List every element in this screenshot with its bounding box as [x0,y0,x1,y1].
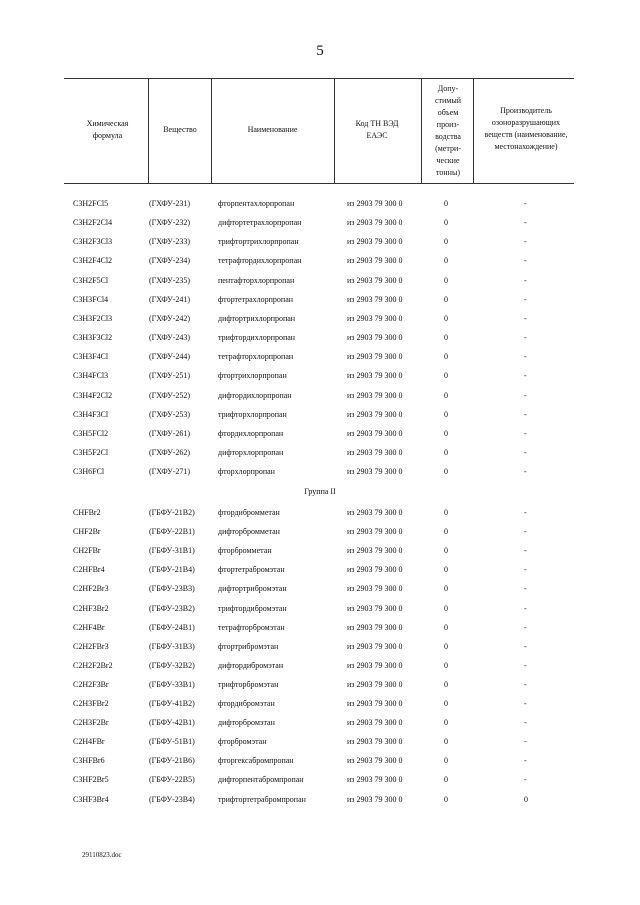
cell-substance: (ГБФУ-51В1) [149,737,195,747]
cell-volume: 0 [444,584,448,594]
cell-substance: (ГХФУ-253) [149,409,191,419]
cell-producer: - [524,565,527,575]
cell-substance: (ГБФУ-21В4) [149,565,195,575]
cell-volume: 0 [444,447,448,457]
cell-producer: - [524,527,527,537]
cell-code: из 2903 79 300 0 [347,527,403,537]
cell-volume: 0 [444,218,448,228]
cell-volume: 0 [444,622,448,632]
cell-producer: - [524,603,527,613]
cell-substance: (ГБФУ-31В3) [149,641,195,651]
cell-formula: C2HF4Br [73,622,105,632]
cell-volume: 0 [444,199,448,208]
cell-producer: - [524,218,527,228]
cell-code: из 2903 79 300 0 [347,641,403,651]
cell-substance: (ГХФУ-232) [149,218,191,228]
cell-formula: C3H4FCl3 [73,371,109,381]
cell-code: из 2903 79 300 0 [347,660,403,670]
cell-formula: C2H3F2Br [73,718,109,728]
cell-formula: C2H2F2Br2 [73,660,113,670]
cell-substance: (ГБФУ-42В1) [149,718,195,728]
cell-volume: 0 [444,371,448,381]
cell-producer: - [524,508,527,517]
cell-producer: - [524,390,527,400]
cell-substance: (ГБФУ-23В3) [149,584,195,594]
cell-formula: C3H2F4Cl2 [73,256,113,266]
cell-code: из 2903 79 300 0 [347,294,403,304]
cell-producer: - [524,256,527,266]
cell-code: из 2903 79 300 0 [347,237,403,247]
cell-code: из 2903 79 300 0 [347,775,403,785]
cell-producer: - [524,622,527,632]
cell-code: из 2903 79 300 0 [347,584,403,594]
cell-substance: (ГБФУ-21В2) [149,508,195,517]
header-bottom-border [64,183,574,184]
cell-volume: 0 [444,603,448,613]
cell-volume: 0 [444,565,448,575]
table-row [0,696,640,714]
cell-name: фтордибромметан [218,508,280,517]
cell-volume: 0 [444,718,448,728]
table-row [0,368,640,386]
cell-code: из 2903 79 300 0 [347,699,403,708]
cell-volume: 0 [444,390,448,400]
cell-producer: - [524,371,527,381]
cell-formula: C3H2F5Cl [73,275,109,285]
header-substance: Вещество [163,125,197,134]
cell-formula: C3H5F2Cl [73,447,109,457]
table-row [0,215,640,233]
cell-code: из 2903 79 300 0 [347,256,403,266]
cell-formula: C2H2FBr3 [73,641,109,651]
cell-volume: 0 [444,352,448,362]
header-code: Код ТН ВЭД ЕАЭС [355,119,399,140]
cell-formula: C3H2FCl5 [73,199,109,208]
cell-formula: C2HFBr4 [73,565,105,575]
table-row [0,543,640,561]
cell-code: из 2903 79 300 0 [347,352,403,362]
cell-producer: - [524,660,527,670]
table-row [0,658,640,676]
table-row [0,620,640,638]
cell-name: фтордибромэтан [218,699,275,708]
cell-volume: 0 [444,775,448,785]
table-row [0,273,640,291]
cell-substance: (ГХФУ-252) [149,390,191,400]
cell-volume: 0 [444,313,448,323]
table-row [0,196,640,214]
cell-code: из 2903 79 300 0 [347,603,403,613]
cell-formula: C3HF2Br5 [73,775,109,785]
cell-producer: - [524,679,527,689]
cell-substance: (ГБФУ-24В1) [149,622,195,632]
cell-formula: C3H3F4Cl [73,352,109,362]
cell-name: дифторбромэтан [218,718,275,728]
cell-volume: 0 [444,237,448,247]
cell-name: дифтордихлорпропан [218,390,292,400]
cell-name: фторгексабромпропан [218,756,294,766]
cell-substance: (ГБФУ-41В2) [149,699,195,708]
cell-producer: 0 [524,794,528,804]
cell-producer: - [524,294,527,304]
cell-substance: (ГБФУ-32В2) [149,660,195,670]
cell-substance: (ГХФУ-244) [149,352,191,362]
cell-substance: (ГХФУ-235) [149,275,191,285]
cell-volume: 0 [444,294,448,304]
cell-code: из 2903 79 300 0 [347,199,403,208]
cell-volume: 0 [444,794,448,804]
cell-formula: C3H3FCl4 [73,294,109,304]
cell-code: из 2903 79 300 0 [347,679,403,689]
cell-volume: 0 [444,737,448,747]
cell-code: из 2903 79 300 0 [347,565,403,575]
cell-producer: - [524,737,527,747]
cell-formula: C2H3FBr2 [73,699,109,708]
cell-name: фтортрихлорпропан [218,371,287,381]
cell-formula: CHF2Br [73,527,101,537]
header-col-divider [211,78,212,184]
cell-formula: C3H4F3Cl [73,409,109,419]
cell-code: из 2903 79 300 0 [347,428,403,438]
cell-volume: 0 [444,527,448,537]
cell-producer: - [524,313,527,323]
table-row [0,407,640,425]
table-row [0,524,640,542]
cell-volume: 0 [444,275,448,285]
cell-producer: - [524,447,527,457]
cell-formula: C2HF2Br3 [73,584,109,594]
table-row [0,581,640,599]
table-row [0,562,640,580]
cell-substance: (ГБФУ-31В1) [149,546,195,556]
cell-substance: (ГХФУ-251) [149,371,191,381]
cell-code: из 2903 79 300 0 [347,333,403,343]
table-row [0,349,640,367]
cell-name: дифторпентабромпропан [218,775,304,785]
cell-producer: - [524,775,527,785]
cell-producer: - [524,428,527,438]
cell-producer: - [524,699,527,708]
header-formula: Химическая формула [86,119,129,140]
cell-substance: (ГБФУ-21В6) [149,756,195,766]
cell-volume: 0 [444,428,448,438]
cell-code: из 2903 79 300 0 [347,390,403,400]
cell-producer: - [524,756,527,766]
cell-producer: - [524,584,527,594]
cell-substance: (ГХФУ-241) [149,294,191,304]
cell-volume: 0 [444,256,448,266]
page-number: 5 [316,43,324,59]
cell-name: дифтортрихлорпропан [218,313,296,323]
table-row [0,505,640,523]
cell-code: из 2903 79 300 0 [347,313,403,323]
cell-substance: (ГХФУ-261) [149,428,191,438]
header-col-divider [334,78,335,184]
header-col-divider [421,78,422,184]
cell-volume: 0 [444,679,448,689]
cell-name: дифтордибромэтан [218,660,284,670]
cell-substance: (ГХФУ-262) [149,447,191,457]
cell-substance: (ГХФУ-243) [149,333,191,343]
cell-formula: C3H2F2Cl4 [73,218,113,228]
cell-formula: CHFBr2 [73,508,101,517]
cell-code: из 2903 79 300 0 [347,467,403,477]
table-row [0,388,640,406]
cell-formula: C2H4FBr [73,737,105,747]
cell-name: фтортетрахлорпропан [218,294,294,304]
cell-name: фтортрибромэтан [218,641,279,651]
cell-name: трифтортрихлорпропан [218,237,299,247]
cell-volume: 0 [444,333,448,343]
cell-name: трифтортетрабромпропан [218,794,306,804]
cell-code: из 2903 79 300 0 [347,508,403,517]
cell-substance: (ГБФУ-33В1) [149,679,195,689]
cell-code: из 2903 79 300 0 [347,737,403,747]
cell-name: фторбромэтан [218,737,267,747]
table-row [0,445,640,463]
cell-substance: (ГХФУ-233) [149,237,191,247]
cell-substance: (ГБФУ-23В2) [149,603,195,613]
cell-code: из 2903 79 300 0 [347,794,403,804]
cell-producer: - [524,199,527,208]
cell-name: фторхлорпропан [218,467,275,477]
cell-name: фтордихлорпропан [218,428,284,438]
header-col-divider [148,78,149,184]
cell-code: из 2903 79 300 0 [347,447,403,457]
table-row [0,753,640,771]
cell-name: трифторхлорпропан [218,409,287,419]
cell-code: из 2903 79 300 0 [347,622,403,632]
cell-volume: 0 [444,508,448,517]
cell-formula: CH2FBr [73,546,101,556]
cell-name: дифтортрибромэтан [218,584,287,594]
cell-formula: C3HFBr6 [73,756,105,766]
cell-name: тетрафторхлорпропан [218,352,294,362]
table-row [0,772,640,790]
cell-volume: 0 [444,467,448,477]
cell-volume: 0 [444,409,448,419]
cell-volume: 0 [444,641,448,651]
table-row [0,792,640,810]
header-top-border [64,78,574,79]
cell-substance: (ГХФУ-271) [149,467,191,477]
cell-volume: 0 [444,546,448,556]
cell-volume: 0 [444,699,448,708]
cell-name: трифтордихлорпропан [218,333,296,343]
cell-producer: - [524,352,527,362]
cell-substance: (ГБФУ-22В5) [149,775,195,785]
cell-formula: C3H3F3Cl2 [73,333,113,343]
cell-code: из 2903 79 300 0 [347,218,403,228]
header-name: Наименование [247,125,298,134]
cell-producer: - [524,467,527,477]
table-row [0,464,640,482]
cell-formula: C3HF3Br4 [73,794,109,804]
cell-name: дифторбромметан [218,527,280,537]
table-row [0,734,640,752]
cell-name: тетрафторбромэтан [218,622,285,632]
header-col-divider [473,78,474,184]
cell-volume: 0 [444,756,448,766]
table-row [0,311,640,329]
cell-name: тетрафтордихлорпропан [218,256,302,266]
table-row [0,234,640,252]
header-volume: Допу- стимый объем произ- водства (метри- ческие тонны) [434,84,462,177]
table-row [0,426,640,444]
cell-code: из 2903 79 300 0 [347,718,403,728]
cell-code: из 2903 79 300 0 [347,409,403,419]
cell-producer: - [524,718,527,728]
cell-code: из 2903 79 300 0 [347,275,403,285]
cell-name: фтортетрабромэтан [218,565,285,575]
cell-substance: (ГБФУ-22В1) [149,527,195,537]
cell-substance: (ГХФУ-242) [149,313,191,323]
cell-name: пентафторхлорпропан [218,275,295,285]
cell-formula: C3H4F2Cl2 [73,390,113,400]
cell-producer: - [524,641,527,651]
cell-name: трифторбромэтан [218,679,279,689]
cell-name: фторбромметан [218,546,272,556]
footer-filename: 29110823.doc [82,851,122,859]
cell-volume: 0 [444,660,448,670]
cell-substance: (ГБФУ-23В4) [149,794,195,804]
table-row [0,601,640,619]
cell-formula: C3H2F3Cl3 [73,237,113,247]
cell-producer: - [524,333,527,343]
table-row [0,292,640,310]
cell-name: трифтордибромэтан [218,603,287,613]
table-row [0,639,640,657]
cell-producer: - [524,546,527,556]
cell-name: дифторхлорпропан [218,447,284,457]
cell-code: из 2903 79 300 0 [347,546,403,556]
table-row [0,715,640,733]
header-producer: Производитель озоноразрушающих веществ (наименование, местонахождение) [484,106,568,151]
group-2-title: Группа II [304,487,336,496]
cell-formula: C3H3F2Cl3 [73,313,113,323]
cell-formula: C2HF3Br2 [73,603,109,613]
cell-code: из 2903 79 300 0 [347,756,403,766]
table-row [0,253,640,271]
cell-formula: C3H6FCl [73,467,105,477]
table-row [0,677,640,695]
cell-formula: C2H2F3Br [73,679,109,689]
cell-formula: C3H5FCl2 [73,428,109,438]
cell-producer: - [524,409,527,419]
cell-substance: (ГХФУ-234) [149,256,191,266]
cell-code: из 2903 79 300 0 [347,371,403,381]
table-row [0,330,640,348]
cell-producer: - [524,237,527,247]
cell-producer: - [524,275,527,285]
cell-name: дифтортетрахлорпропан [218,218,302,228]
cell-name: фторпентахлорпропан [218,199,295,208]
cell-substance: (ГХФУ-231) [149,199,191,208]
